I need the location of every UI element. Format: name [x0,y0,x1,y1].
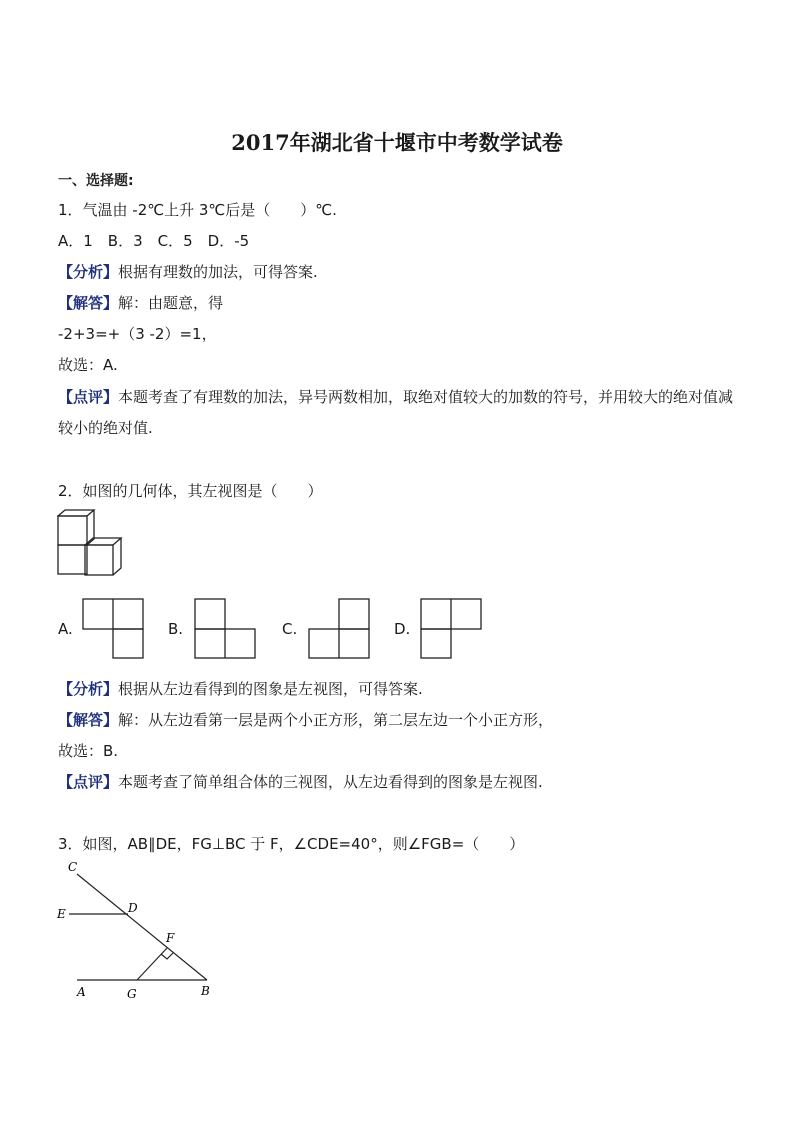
analysis-tag: 【分析】 [58,263,119,281]
q1-stem: 1．气温由 -2℃上升 3℃后是（ ）℃. [58,201,337,219]
label-b: B [201,984,210,998]
q1-comment [58,382,748,444]
q3-geometry-figure [55,860,215,1002]
analysis-text: 根据从左边看得到的图象是左视图，可得答案. [118,680,423,698]
label-e: E [57,907,66,921]
analysis-text: 根据有理数的加法，可得答案. [118,263,318,281]
q2-option-c-figure [308,598,372,660]
section-heading: 一、选择题: [58,173,134,189]
answer-tag: 【解答】 [58,294,119,312]
q2-answer [58,710,553,730]
answer-text: 解：由题意，得 [118,294,224,312]
analysis-tag: 【分析】 [58,680,119,698]
label-f: F [166,931,175,945]
label-a: A [77,985,86,999]
q2-option-c-label: C. [282,620,298,638]
label-c: C [68,860,78,874]
label-g: G [127,987,137,1001]
q1-calc: -2+3=+（3 -2）=1， [58,325,217,343]
comment-text: 本题考查了简单组合体的三视图，从左边看得到的图象是左视图. [118,773,543,791]
label-d: D [128,901,138,915]
q2-choice: 故选：B. [58,742,119,760]
answer-tag: 【解答】 [58,711,119,729]
q2-option-d-label: D. [394,620,411,638]
comment-tag: 【点评】 [58,388,119,406]
q2-stem: 2．如图的几何体，其左视图是（ ） [58,482,323,500]
q1-choice: 故选：A. [58,356,118,374]
q2-option-a-label: A. [58,620,73,638]
q1-options: A．1 B．3 C．5 D．-5 [58,232,250,250]
comment-tag: 【点评】 [58,773,119,791]
q2-solid-figure [57,509,127,583]
comment-text: 本题考查了有理数的加法，异号两数相加，取绝对值较大的加数的符号，并用较大的绝对值减较小的绝对值. [58,388,734,437]
answer-text: 解：从左边看第一层是两个小正方形，第二层左边一个小正方形， [118,711,554,729]
q1-analysis [58,262,318,282]
q2-option-d-figure [420,598,484,660]
q1-answer [58,293,223,313]
q2-option-b-label: B. [168,620,184,638]
q2-option-a-figure [82,598,146,660]
q2-comment [58,772,543,792]
q2-option-b-figure [194,598,258,660]
q3-stem: 3．如图，AB∥DE，FG⊥BC 于 F，∠CDE=40°，则∠FGB=（ ） [58,835,525,853]
page-title: 2017年湖北省十堰市中考数学试卷 [231,130,563,155]
q2-analysis [58,679,423,699]
